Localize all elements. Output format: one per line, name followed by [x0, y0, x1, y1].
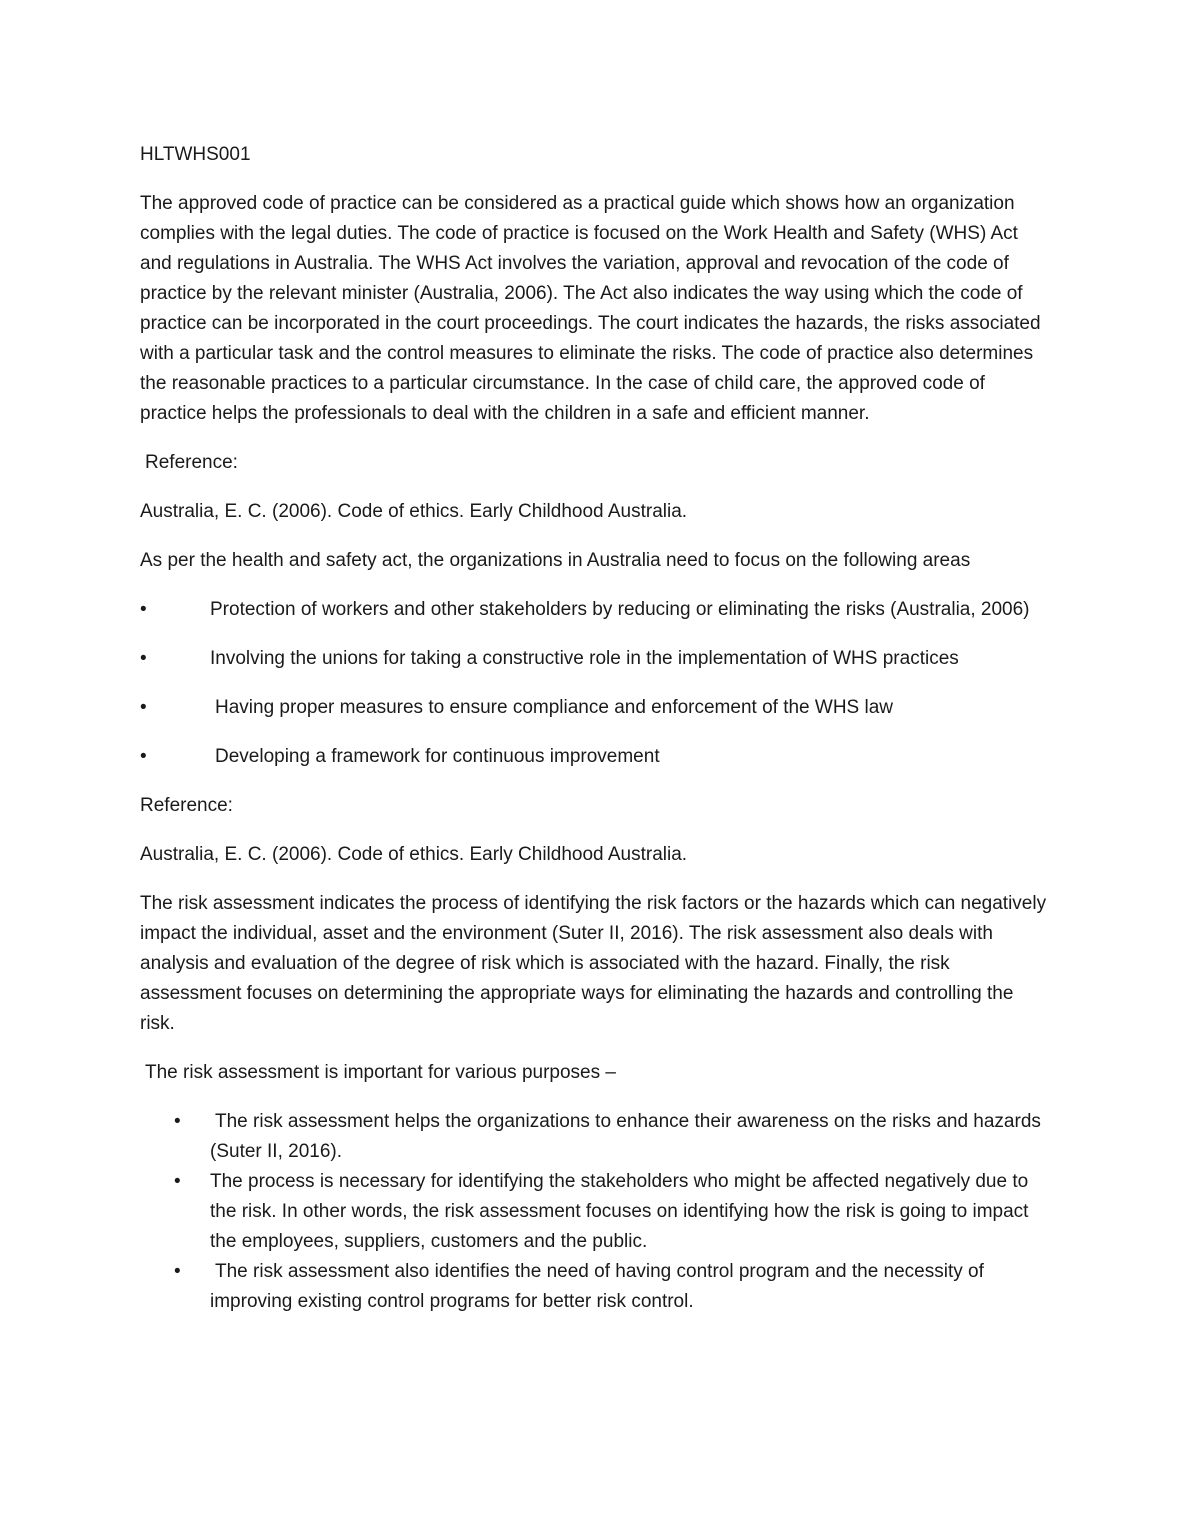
- list-item-text: Involving the unions for taking a constructive role in the implementation of WHS practices: [210, 648, 959, 669]
- bullet-icon: •: [140, 746, 147, 767]
- reference-citation: Australia, E. C. (2006). Code of ethics. Early Childhood Australia.: [140, 844, 688, 865]
- bullet-icon: •: [140, 599, 147, 620]
- paragraph-risk-assessment: The risk assessment indicates the process of identifying the risk factors or the hazards which can negatively impact the individual, asset and the environment (Suter II, 2016). The risk assessment also deals with analysis and evaluation of the degree of risk which is associated with the hazard. Finally, the risk assessment focuses on determining the appropriate ways for eliminating the hazards and controlling the risk.: [140, 893, 1047, 1034]
- list-item: [140, 1107, 1052, 1167]
- list-item: [140, 693, 1052, 723]
- purposes-list: [140, 1107, 1052, 1317]
- list-item: [140, 1167, 1052, 1257]
- paragraph-code-of-practice: The approved code of practice can be considered as a practical guide which shows how an organization complies with the legal duties. The code of practice is focused on the Work Health and Safety (WHS) Act and regulations in Australia. The WHS Act involves the variation, approval and revocation of the code of practice by the relevant minister (Australia, 2006). The Act also indicates the way using which the code of practice can be incorporated in the court proceedings. The court indicates the hazards, the risks associated with a particular task and the control measures to eliminate the risks. The code of practice also determines the reasonable practices to a particular circumstance. In the case of child care, the approved code of practice helps the professionals to deal with the children in a safe and efficient manner.: [140, 193, 1041, 424]
- reference-citation: Australia, E. C. (2006). Code of ethics. Early Childhood Australia.: [140, 501, 688, 522]
- reference-label: Reference:: [145, 452, 238, 473]
- list-item: [140, 742, 1052, 772]
- list-item: [140, 644, 1052, 674]
- bullet-icon: •: [140, 697, 147, 718]
- list-item: [140, 1257, 1052, 1317]
- list-item-text: The risk assessment also identifies the need of having control program and the necessity of improving existing control programs for better risk control.: [210, 1261, 984, 1312]
- bullet-icon: •: [140, 648, 147, 669]
- bullet-icon: •: [174, 1261, 181, 1282]
- purposes-intro: The risk assessment is important for various purposes –: [145, 1062, 616, 1083]
- bullet-icon: •: [174, 1111, 181, 1132]
- reference-label: Reference:: [140, 795, 233, 816]
- list-item-text: Having proper measures to ensure compliance and enforcement of the WHS law: [215, 697, 894, 718]
- document-page: [140, 140, 1052, 1317]
- list-item-text: Developing a framework for continuous improvement: [215, 746, 660, 767]
- list-item: [140, 595, 1052, 625]
- bullet-icon: •: [174, 1171, 181, 1192]
- areas-intro: As per the health and safety act, the organizations in Australia need to focus on the following areas: [140, 550, 971, 571]
- list-item-text: The process is necessary for identifying the stakeholders who might be affected negatively due to the risk. In other words, the risk assessment focuses on identifying how the risk is going to impact the employees, suppliers, customers and the public.: [210, 1171, 1029, 1252]
- document-code: HLTWHS001: [140, 144, 251, 165]
- list-item-text: The risk assessment helps the organizations to enhance their awareness on the risks and hazards (Suter II, 2016).: [210, 1111, 1041, 1162]
- list-item-text: Protection of workers and other stakeholders by reducing or eliminating the risks (Australia, 2006): [210, 599, 1030, 620]
